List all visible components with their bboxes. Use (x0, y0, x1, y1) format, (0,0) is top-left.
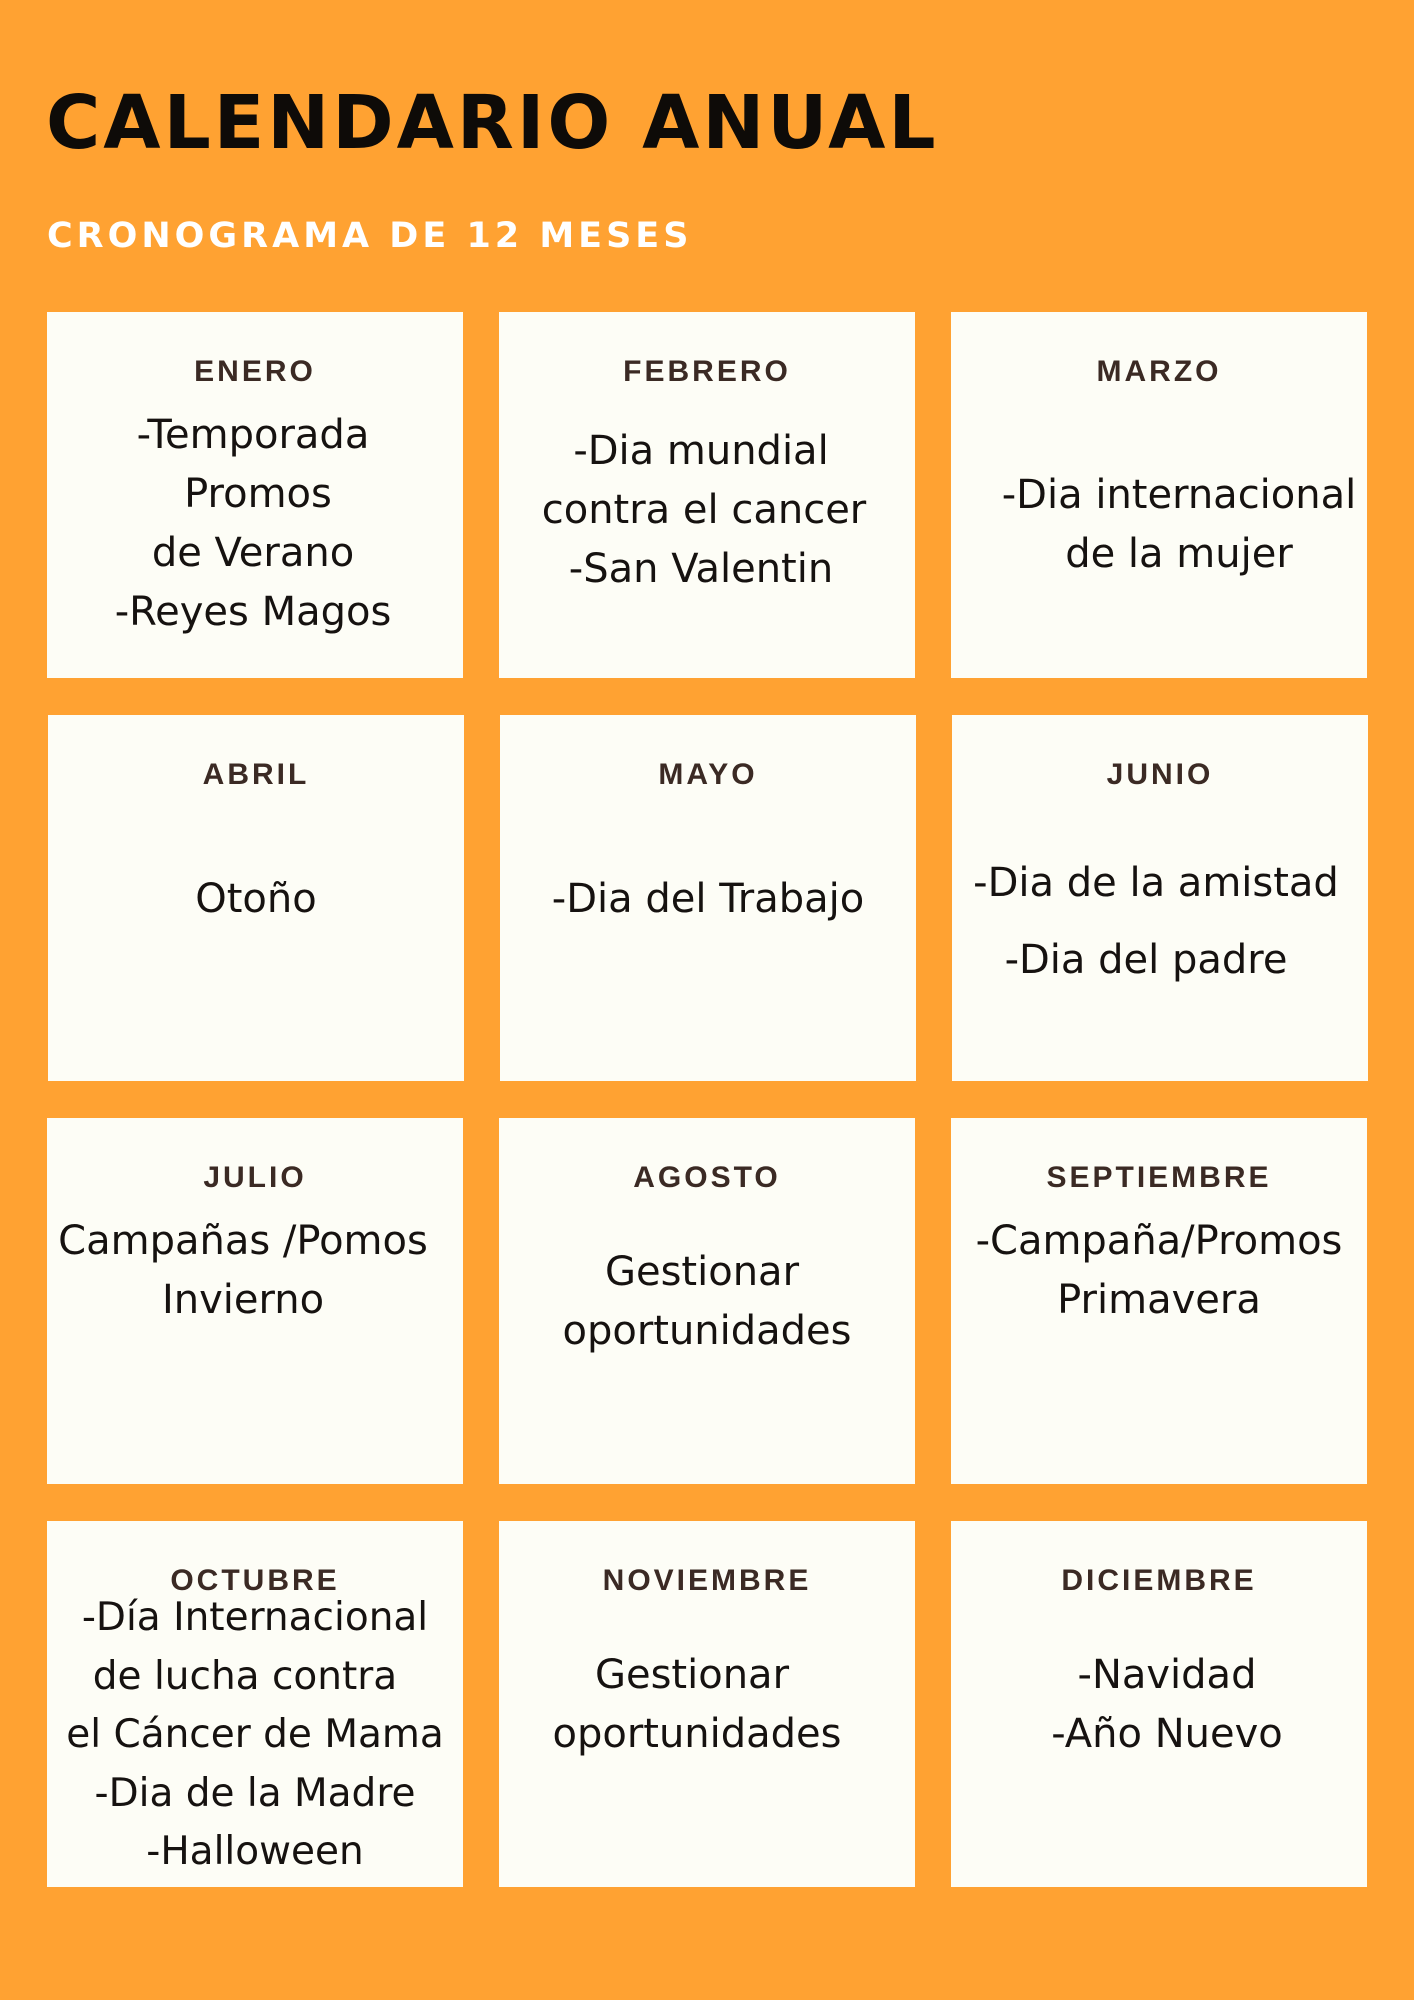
event-line: -Dia de la Madre (94, 1770, 416, 1816)
event-line: -Año Nuevo (1051, 1711, 1283, 1757)
event-line: Promos (184, 471, 332, 517)
month-events (981, 466, 1377, 584)
event-line: -Dia del Trabajo (551, 876, 865, 922)
month-card-marzo (951, 312, 1367, 678)
event-line: Campañas /Pomos (58, 1218, 428, 1264)
month-name: JUNIO (1106, 758, 1214, 791)
month-name: SEPTIEMBRE (1046, 1161, 1272, 1194)
month-card-agosto (499, 1118, 915, 1484)
event-line: -Navidad (1077, 1652, 1257, 1698)
event-line: -Reyes Magos (114, 589, 392, 635)
month-events (45, 406, 461, 642)
page-subtitle: CRONOGRAMA DE 12 MESES (47, 216, 693, 256)
event-line: Otoño (195, 876, 317, 922)
month-events (959, 1646, 1375, 1764)
event-line: el Cáncer de Mama (66, 1712, 444, 1757)
event-line: -Dia mundial (573, 428, 829, 474)
month-card-noviembre (499, 1521, 915, 1887)
event-line: de la mujer (1065, 531, 1293, 577)
event-line: -Temporada (136, 412, 370, 458)
event-line: Invierno (161, 1277, 325, 1323)
month-name: ENERO (194, 355, 316, 388)
event-line: -Dia de la amistad (973, 860, 1339, 906)
event-line: de lucha contra (92, 1653, 398, 1699)
event-line: oportunidades (552, 1711, 842, 1757)
month-events (489, 1646, 905, 1764)
month-events (948, 845, 1364, 999)
month-events (48, 870, 464, 929)
month-name: MAYO (658, 758, 758, 791)
month-card-diciembre (951, 1521, 1367, 1887)
month-card-mayo (500, 715, 916, 1081)
event-line: Gestionar (594, 1652, 790, 1698)
event-line: de Verano (151, 530, 355, 576)
month-card-septiembre (951, 1118, 1367, 1484)
month-events (43, 1212, 443, 1330)
month-events (47, 1589, 463, 1882)
month-events (499, 1243, 915, 1361)
event-line: contra el cancer (541, 487, 867, 533)
month-events (500, 870, 916, 929)
month-card-octubre (47, 1521, 463, 1887)
month-name: ABRIL (202, 758, 310, 791)
month-name: FEBRERO (623, 355, 791, 388)
month-name: DICIEMBRE (1061, 1564, 1257, 1597)
month-card-abril (48, 715, 464, 1081)
event-line: -Dia internacional (1001, 472, 1357, 518)
month-card-febrero (499, 312, 915, 678)
month-name: AGOSTO (633, 1161, 781, 1194)
month-events (493, 422, 909, 599)
page-title: CALENDARIO ANUAL (46, 80, 939, 166)
event-line: -Día Internacional (81, 1595, 429, 1640)
event-line: -Halloween (146, 1829, 364, 1874)
month-card-enero (47, 312, 463, 678)
month-name: JULIO (203, 1161, 307, 1194)
month-card-julio (47, 1118, 463, 1484)
month-name: NOVIEMBRE (602, 1564, 812, 1597)
event-line: Gestionar (604, 1249, 800, 1295)
event-line: -San Valentin (568, 546, 834, 592)
month-events (951, 1212, 1367, 1330)
event-line: oportunidades (562, 1308, 852, 1354)
month-name: MARZO (1096, 355, 1222, 388)
event-line: -Campaña/Promos (975, 1218, 1343, 1264)
event-line: -Dia del padre (1004, 937, 1288, 983)
month-name: OCTUBRE (170, 1564, 340, 1597)
month-card-junio (952, 715, 1368, 1081)
event-line: Primavera (1057, 1277, 1261, 1323)
